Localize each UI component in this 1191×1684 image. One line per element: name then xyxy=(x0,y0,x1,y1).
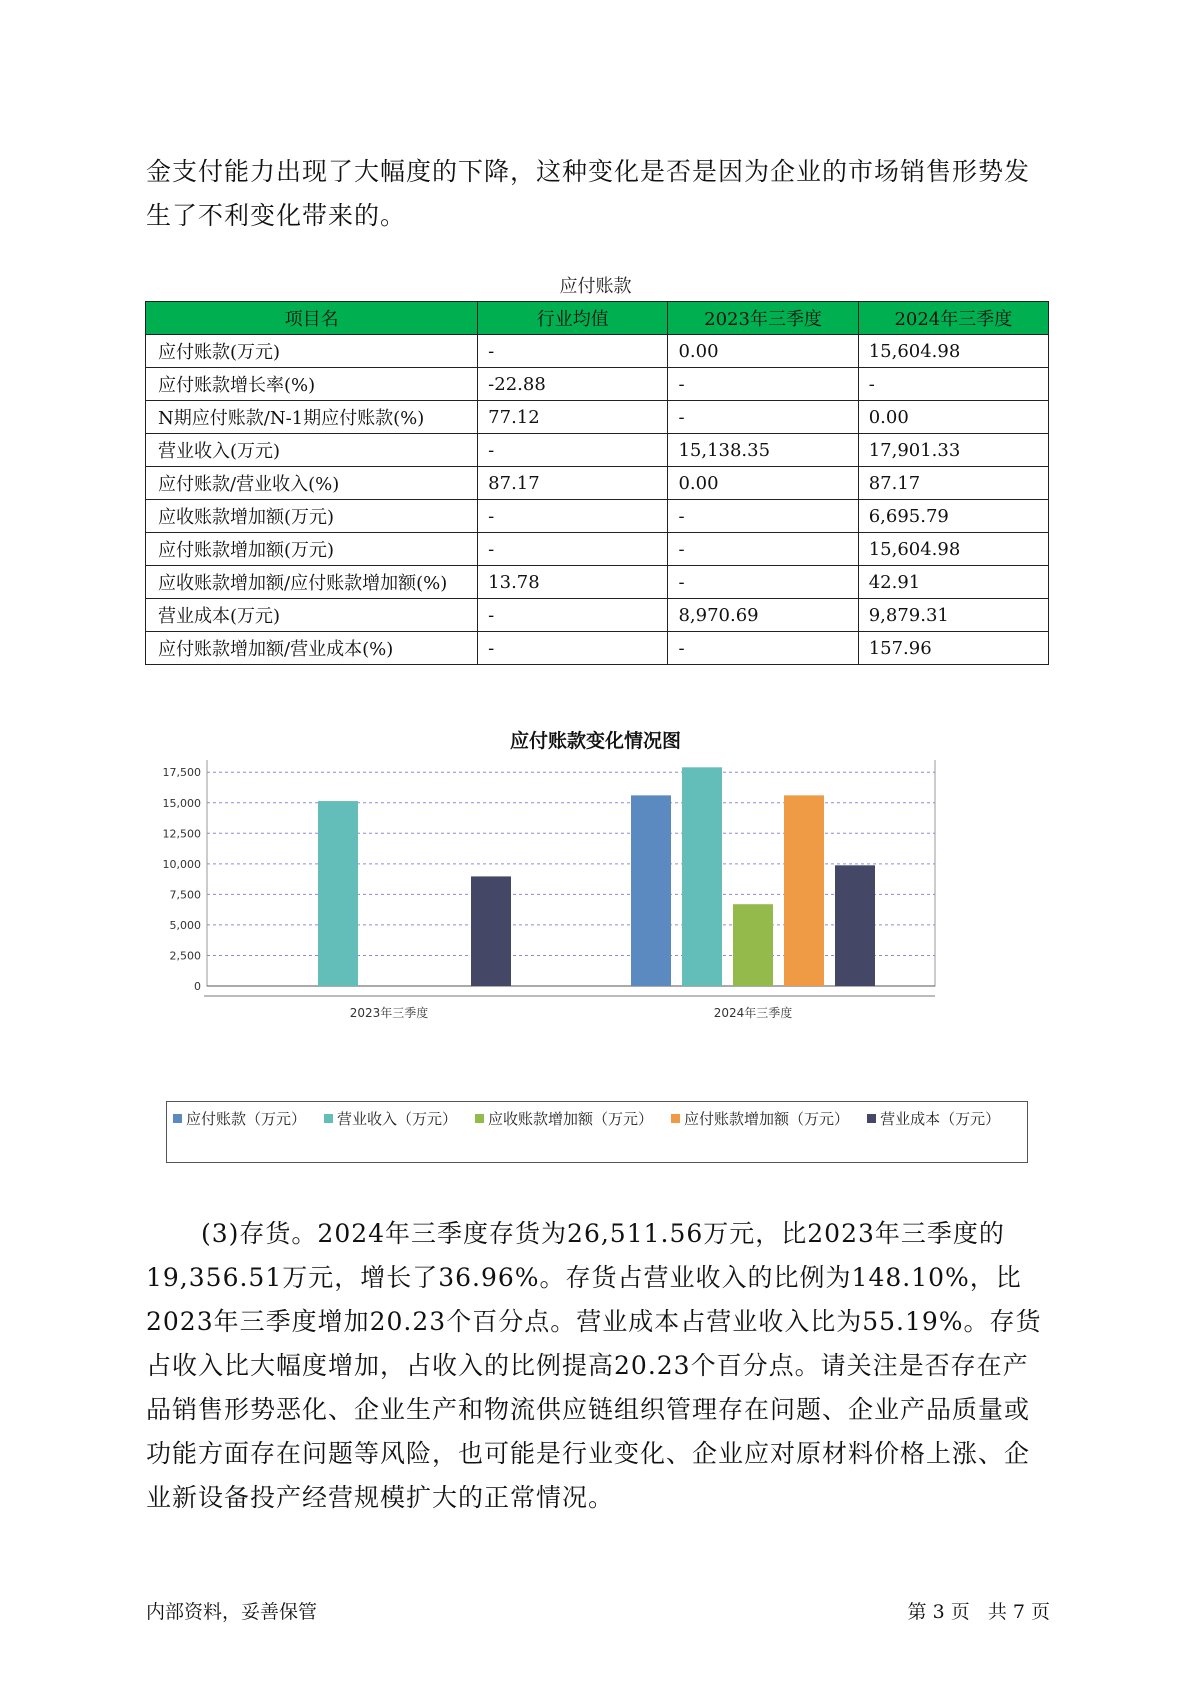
chart-legend xyxy=(166,1101,1028,1163)
table-cell: 0.00 xyxy=(668,335,858,368)
table-cell: 87.17 xyxy=(478,467,668,500)
table-cell: 17,901.33 xyxy=(858,434,1048,467)
header-item-name: 项目名 xyxy=(146,302,478,335)
legend-item xyxy=(324,1106,457,1132)
table-row xyxy=(146,599,1049,632)
table-cell: 应付账款增长率(%) xyxy=(146,368,478,401)
legend-item xyxy=(867,1106,1000,1132)
legend-item xyxy=(671,1106,849,1132)
table-cell: - xyxy=(668,401,858,434)
legend-label: 应收账款增加额（万元） xyxy=(488,1110,654,1128)
x-tick-label: 2024年三季度 xyxy=(713,1006,793,1020)
table-cell: - xyxy=(858,368,1048,401)
table-cell: - xyxy=(668,368,858,401)
table-cell: - xyxy=(478,632,668,665)
bar xyxy=(471,876,511,986)
bar xyxy=(682,767,722,986)
chart-title: 应付账款变化情况图 xyxy=(509,730,681,752)
table-cell: 营业成本(万元) xyxy=(146,599,478,632)
table-cell: - xyxy=(668,632,858,665)
table-cell: 77.12 xyxy=(478,401,668,434)
table-cell: 9,879.31 xyxy=(858,599,1048,632)
footer-page-number: 第 3 页 共 7 页 xyxy=(907,1601,1050,1623)
header-industry-avg: 行业均值 xyxy=(478,302,668,335)
bar xyxy=(784,795,824,986)
table-header-row xyxy=(146,302,1049,335)
table-cell: 0.00 xyxy=(668,467,858,500)
table-cell: 15,604.98 xyxy=(858,335,1048,368)
y-tick-label: 5,000 xyxy=(169,918,201,932)
table-row xyxy=(146,368,1049,401)
table-cell: 应付账款增加额/营业成本(%) xyxy=(146,632,478,665)
table-cell: N期应付账款/N-1期应付账款(%) xyxy=(146,401,478,434)
footer-confidential: 内部资料，妥善保管 xyxy=(146,1601,318,1623)
table-cell: 87.17 xyxy=(858,467,1048,500)
table-cell: 42.91 xyxy=(858,566,1048,599)
intro-paragraph: 金支付能力出现了大幅度的下降，这种变化是否是因为企业的市场销售形势发生了不利变化带来的。 xyxy=(146,157,1031,230)
table-row xyxy=(146,500,1049,533)
y-tick-label: 7,500 xyxy=(169,888,201,902)
bar xyxy=(631,795,671,986)
table-body xyxy=(146,335,1049,665)
y-tick-label: 0 xyxy=(194,980,201,993)
inventory-paragraph: (3)存货。2024年三季度存货为26,511.56万元，比2023年三季度的19,356.51万元，增长了36.96%。存货占营业收入的比例为148.10%，比2023年三季度增加20.23个百分点。营业成本占营业收入比为55.19%。存货占收入比大幅度增加，占收入的比例提高20.23个百分点。请关注是否存在产品销售形势恶化、企业生产和物流供应链组织管理存在问题、企业产品质量或功能方面存在问题等风险，也可能是行业变化、企业应对原材料价格上涨、企业新设备投产经营规模扩大的正常情况。 xyxy=(146,1219,1042,1512)
table-cell: 应付账款(万元) xyxy=(146,335,478,368)
x-tick-label: 2023年三季度 xyxy=(349,1006,429,1020)
bar-chart xyxy=(150,760,1030,1100)
table-cell: - xyxy=(478,599,668,632)
y-tick-label: 10,000 xyxy=(162,857,201,871)
y-tick-label: 12,500 xyxy=(162,827,201,841)
table-row xyxy=(146,467,1049,500)
table-cell: 6,695.79 xyxy=(858,500,1048,533)
bar xyxy=(835,865,875,986)
legend-swatch xyxy=(173,1114,182,1123)
table-cell: - xyxy=(478,434,668,467)
bar xyxy=(733,904,773,986)
table-cell: 157.96 xyxy=(858,632,1048,665)
table-cell: 15,604.98 xyxy=(858,533,1048,566)
legend-label: 应付账款增加额（万元） xyxy=(684,1110,850,1128)
legend-label: 应付账款（万元） xyxy=(186,1110,307,1128)
y-tick-label: 17,500 xyxy=(162,766,201,780)
legend-item xyxy=(173,1106,306,1132)
table-cell: - xyxy=(478,533,668,566)
bar xyxy=(318,801,358,986)
table-cell: - xyxy=(668,533,858,566)
table-cell: - xyxy=(668,500,858,533)
table-cell: 8,970.69 xyxy=(668,599,858,632)
table-cell: 13.78 xyxy=(478,566,668,599)
y-tick-label: 15,000 xyxy=(162,796,201,810)
table-row xyxy=(146,401,1049,434)
y-tick-label: 2,500 xyxy=(169,949,201,963)
legend-swatch xyxy=(867,1114,876,1123)
table-row xyxy=(146,632,1049,665)
table-cell: - xyxy=(478,500,668,533)
payables-table xyxy=(145,301,1049,665)
table-cell: - xyxy=(478,335,668,368)
table-caption: 应付账款 xyxy=(559,276,632,297)
table-row xyxy=(146,566,1049,599)
plot-frame xyxy=(207,760,935,986)
table-row xyxy=(146,335,1049,368)
table-cell: 15,138.35 xyxy=(668,434,858,467)
table-cell: 营业收入(万元) xyxy=(146,434,478,467)
table-row xyxy=(146,533,1049,566)
table-cell: 应收账款增加额(万元) xyxy=(146,500,478,533)
table-row xyxy=(146,434,1049,467)
legend-swatch xyxy=(324,1114,333,1123)
header-2023q3: 2023年三季度 xyxy=(668,302,858,335)
legend-label: 营业成本（万元） xyxy=(880,1110,1001,1128)
table-cell: 0.00 xyxy=(858,401,1048,434)
legend-swatch xyxy=(671,1114,680,1123)
legend-swatch xyxy=(475,1114,484,1123)
table-cell: 应付账款/营业收入(%) xyxy=(146,467,478,500)
table-cell: 应付账款增加额(万元) xyxy=(146,533,478,566)
legend-item xyxy=(475,1106,653,1132)
header-2024q3: 2024年三季度 xyxy=(858,302,1048,335)
table-cell: -22.88 xyxy=(478,368,668,401)
table-cell: - xyxy=(668,566,858,599)
legend-label: 营业收入（万元） xyxy=(337,1110,458,1128)
table-cell: 应收账款增加额/应付账款增加额(%) xyxy=(146,566,478,599)
